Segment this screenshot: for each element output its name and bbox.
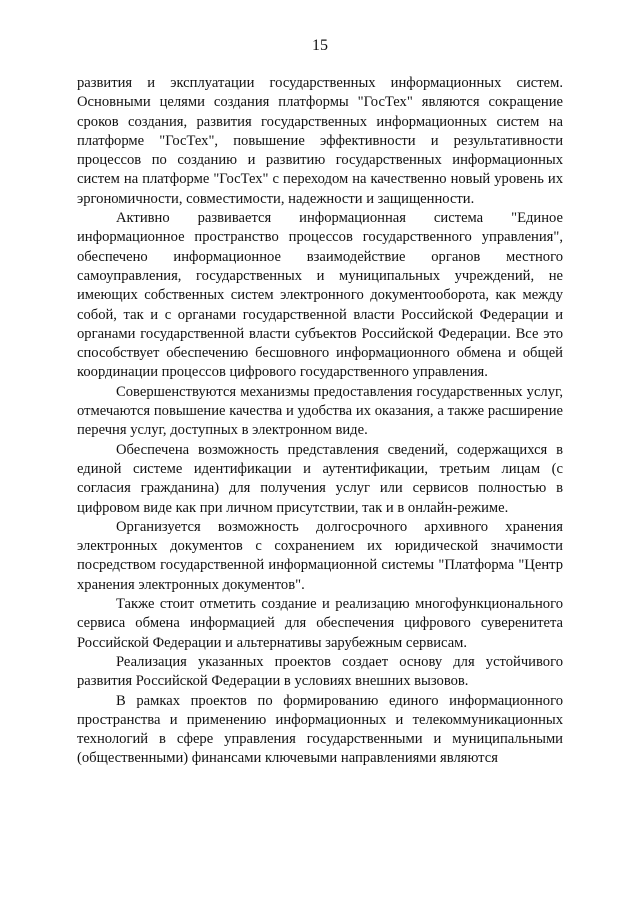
paragraph-3: Совершенствуются механизмы предоставления государственных услуг, отмечаются повышение качества и удобства их оказания, а также расширение перечня услуг, доступных в электронном виде. [77, 383, 563, 439]
paragraph-6: Также стоит отметить создание и реализацию многофункционального сервиса обмена информацией для обеспечения цифрового суверенитета Российской Федерации и альтернативы зарубежным сервисам. [77, 596, 563, 651]
paragraph-8: В рамках проектов по формированию единого информационного пространства и применению информационных и телекоммуникационных технологий в сфере управления государственными и муниципальными (общественными) финансами ключевыми направлениями являются [77, 692, 563, 767]
paragraph-5: Организуется возможность долгосрочного архивного хранения электронных документов с сохранением их юридической значимости посредством государственной информационной системы "Платформа "Центр хранения электронных документов". [77, 518, 563, 593]
paragraph-2: Активно развивается информационная система "Единое информационное пространство процессов государственного управления", обеспечено информационное взаимодействие органов местного самоуправления, государственных и муниципальных учреждений, не имеющих собственных систем электронного документооборота, как между собой, так и с органами государственной власти Российской Федерации и органами государственной власти субъектов Российской Федерации. Все это способствует обеспечению бесшовного информационного обмена и общей координации процессов цифрового государственного управления. [77, 210, 563, 381]
paragraph-7: Реализация указанных проектов создает основу для устойчивого развития Российской Федерации в условиях внешних вызовов. [77, 653, 563, 690]
paragraph-1: развития и эксплуатации государственных информационных систем. Основными целями создания платформы "ГосТех" являются сокращение сроков создания, развития государственных информационных систем на платформе "ГосТех", повышение эффективности и результативности процессов по созданию и развитию государственных информационных систем на платформе "ГосТех" с переходом на качественно новый уровень их эргономичности, совместимости, надежности и защищенности. [77, 75, 563, 207]
body-text [77, 74, 563, 769]
paragraph-4: Обеспечена возможность представления сведений, содержащихся в единой системе идентификации и аутентификации, третьим лицам (с согласия гражданина) для получения услуг или сервисов полностью в цифровом виде как при личном присутствии, так и в онлайн-режиме. [77, 441, 563, 516]
page-number: 15 [312, 37, 328, 54]
